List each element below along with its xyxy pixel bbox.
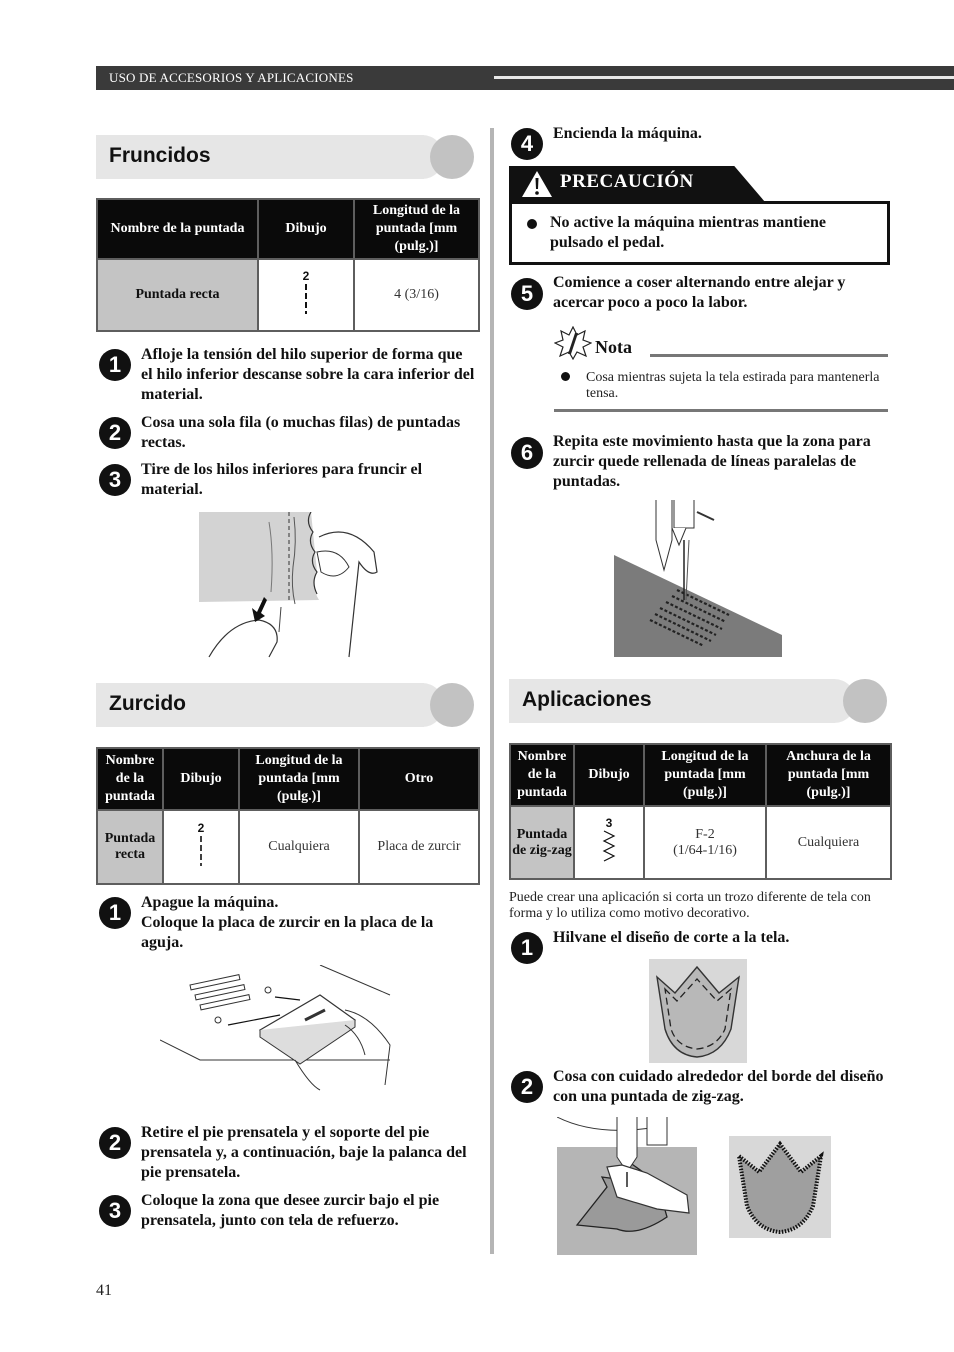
caution-title: PRECAUCIÓN bbox=[560, 171, 694, 192]
gathering-illustration bbox=[199, 512, 379, 662]
zurcido-stitch-table bbox=[96, 747, 480, 885]
step-text: Hilvane el diseño de corte a la tela. bbox=[553, 929, 790, 946]
step-text: Coloque la zona que desee zurcir bajo el pie prensatela, junto con tela de refuerzo. bbox=[141, 1192, 440, 1229]
step-number: 5 bbox=[511, 278, 543, 310]
table-header: Longitud de la puntada [mm (pulg.)] bbox=[239, 748, 359, 810]
fruncidos-stitch-table bbox=[96, 198, 480, 332]
applique-sewing-illustration bbox=[557, 1117, 697, 1255]
zigzag-stitch-icon bbox=[601, 829, 617, 863]
straight-stitch-icon bbox=[301, 282, 311, 316]
tulip-basted-illustration bbox=[649, 959, 747, 1063]
page-header bbox=[96, 66, 954, 90]
bullet bbox=[527, 219, 537, 229]
table-header: Dibujo bbox=[258, 199, 354, 259]
section-title: Aplicaciones bbox=[522, 688, 652, 711]
step-number: 2 bbox=[511, 1071, 543, 1103]
pattern-number: 2 bbox=[302, 268, 310, 283]
section-heading-aplicaciones bbox=[509, 679, 887, 723]
step-number: 1 bbox=[511, 932, 543, 964]
stitch-name-cell: Puntada de zig-zag bbox=[510, 806, 574, 879]
stitch-pattern-cell bbox=[574, 806, 644, 879]
note-rule bbox=[650, 354, 888, 357]
table-header: Nombre de la puntada bbox=[97, 748, 163, 810]
step-number: 3 bbox=[99, 1195, 131, 1227]
step-number: 6 bbox=[511, 437, 543, 469]
step-text-line: Coloque la placa de zurcir en la placa de la aguja. bbox=[141, 914, 434, 951]
step-number: 3 bbox=[99, 464, 131, 496]
table-header: Nombre de la puntada bbox=[97, 199, 258, 259]
aplicaciones-stitch-table bbox=[509, 743, 892, 880]
applique-intro: Puede crear una aplicación si corta un trozo diferente de tela con forma y lo utiliza como motivo decorativo. bbox=[509, 890, 871, 921]
step-number: 2 bbox=[99, 1127, 131, 1159]
caution-text: No active la máquina mientras mantiene pulsado el pedal. bbox=[550, 214, 826, 251]
step-text: Cosa con cuidado alrededor del borde del diseño con una puntada de zig-zag. bbox=[553, 1068, 884, 1105]
header-rule bbox=[494, 76, 954, 79]
note-icon bbox=[554, 326, 592, 360]
stitch-name-cell: Puntada recta bbox=[97, 810, 163, 884]
table-header: Dibujo bbox=[163, 748, 239, 810]
table-header: Anchura de la puntada [mm (pulg.)] bbox=[766, 744, 891, 806]
stitch-width-cell: Cualquiera bbox=[766, 806, 891, 879]
column-divider bbox=[490, 128, 494, 1254]
stitch-length-value: F-2 bbox=[695, 826, 715, 842]
step-text bbox=[141, 893, 476, 953]
step-text: Tire de los hilos inferiores para fruncir el material. bbox=[141, 461, 423, 498]
section-title: Zurcido bbox=[109, 692, 186, 715]
tulip-finished-illustration bbox=[729, 1136, 831, 1238]
warning-icon bbox=[521, 170, 553, 198]
darning-plate-illustration bbox=[160, 965, 395, 1095]
step-text: Afloje la tensión del hilo superior de forma que el hilo inferior descanse sobre la cara inferior del material. bbox=[141, 346, 475, 403]
section-title: Fruncidos bbox=[109, 144, 211, 167]
note-rule bbox=[554, 409, 888, 412]
stitch-pattern-cell bbox=[258, 259, 354, 331]
section-heading-zurcido bbox=[96, 683, 476, 727]
stitch-length-cell bbox=[644, 806, 766, 879]
step-text: Retire el pie prensatela y el soporte del pie prensatela y, a continuación, baje la palanca del pie prensatela. bbox=[141, 1124, 467, 1181]
step-number: 2 bbox=[99, 417, 131, 449]
page-number: 41 bbox=[96, 1282, 112, 1299]
header-section-title: USO DE ACCESORIOS Y APLICACIONES bbox=[109, 70, 354, 85]
stitch-pattern-cell bbox=[163, 810, 239, 884]
straight-stitch-icon bbox=[196, 834, 206, 868]
bullet bbox=[561, 372, 570, 381]
table-header: Dibujo bbox=[574, 744, 644, 806]
table-header: Nombre de la puntada bbox=[510, 744, 574, 806]
step-number: 1 bbox=[99, 897, 131, 929]
pattern-number: 3 bbox=[605, 816, 613, 830]
stitch-length-cell: Cualquiera bbox=[239, 810, 359, 884]
section-heading-fruncidos bbox=[96, 135, 476, 179]
note-text: Cosa mientras sujeta la tela estirada para mantenerla tensa. bbox=[586, 370, 880, 401]
darning-illustration bbox=[614, 500, 784, 658]
step-text: Comience a coser alternando entre alejar y acercar poco a poco la labor. bbox=[553, 274, 846, 311]
step-text: Cosa una sola fila (o muchas filas) de puntadas rectas. bbox=[141, 414, 461, 451]
stitch-other-cell: Placa de zurcir bbox=[359, 810, 479, 884]
step-text: Encienda la máquina. bbox=[553, 125, 702, 142]
stitch-name-cell: Puntada recta bbox=[97, 259, 258, 331]
stitch-length-cell: 4 (3/16) bbox=[354, 259, 479, 331]
stitch-length-value: (1/64-1/16) bbox=[673, 842, 737, 858]
step-text: Repita este movimiento hasta que la zona para zurcir quede rellenada de líneas paralelas de puntadas. bbox=[553, 433, 871, 490]
table-header: Longitud de la puntada [mm (pulg.)] bbox=[644, 744, 766, 806]
step-number: 4 bbox=[511, 128, 543, 160]
note-title: Nota bbox=[595, 337, 632, 357]
step-text-line: Apague la máquina. bbox=[141, 894, 279, 911]
table-header: Longitud de la puntada [mm (pulg.)] bbox=[354, 199, 479, 259]
step-number: 1 bbox=[99, 349, 131, 381]
pattern-number: 2 bbox=[197, 820, 205, 835]
table-header: Otro bbox=[359, 748, 479, 810]
